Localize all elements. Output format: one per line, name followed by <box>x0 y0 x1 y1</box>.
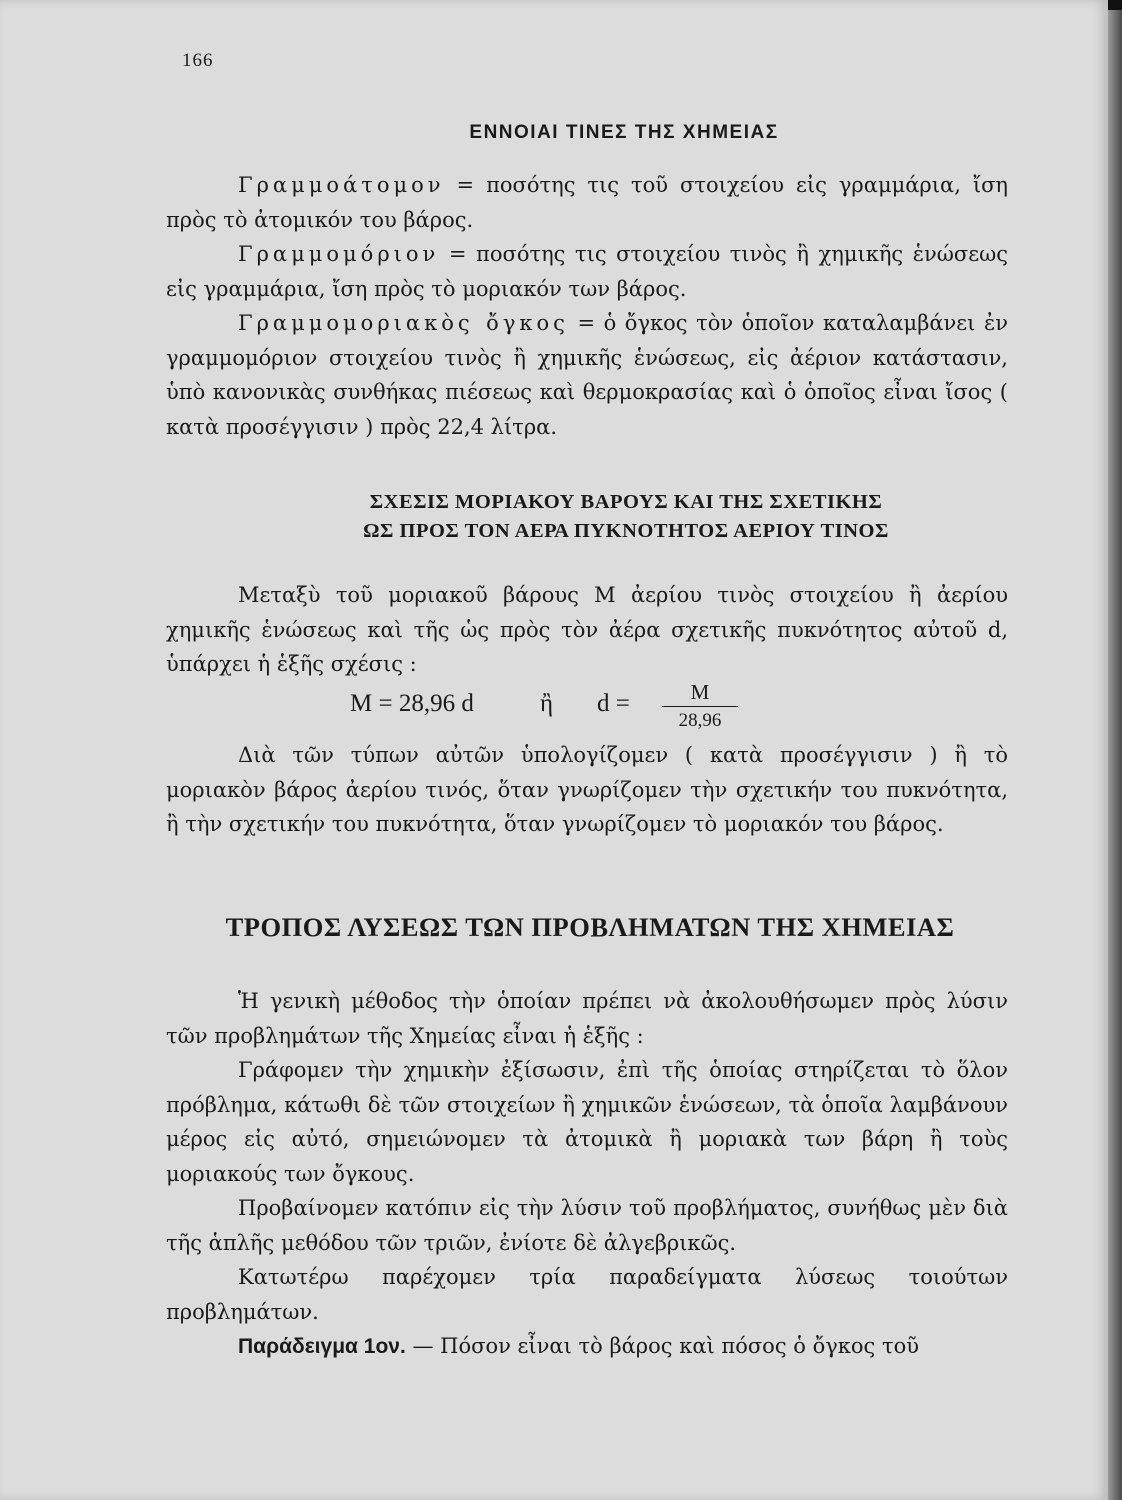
page-number: 166 <box>182 50 214 71</box>
definition-text: = ὁ ὄγκος τὸν ὁποῖον καταλαμβάνει ἐν γραμμομόριον στοιχείου τινὸς ἢ χημικῆς ἑνώσεως, εἰς ἀέριον κατάστασιν, ὑπὸ κανονικὰς συνθήκας πιέσεως καὶ θερμοκρασίας καὶ ὁ ὁποῖος εἶναι ἴσος ( κατὰ προσέγγισιν ) πρὸς 22,4 λίτρα. <box>166 311 1008 439</box>
definition-paragraph <box>166 168 1008 237</box>
method-paragraph: Κατωτέρω παρέχομεν τρία παραδείγματα λύσεως τοιούτων προβλημάτων. <box>166 1265 1008 1324</box>
section-heading-concepts: ΕΝΝΟΙΑΙ ΤΙΝΕΣ ΤΗΣ ΧΗΜΕΙΑΣ <box>469 122 779 143</box>
example-text: — Πόσον εἶναι τὸ βάρος καὶ πόσος ὁ ὄγκος τοῦ <box>405 1334 920 1358</box>
definition-term: Γραμμοάτομον <box>238 173 445 197</box>
example-label: Παράδειγμα 1ον. <box>238 1335 406 1358</box>
method-paragraph: Ἡ γενικὴ μέθοδος τὴν ὁποίαν πρέπει νὰ ἀκολουθήσωμεν πρὸς λύσιν τῶν προβλημάτων τῆς Χημείας εἶναι ἡ ἑξῆς : <box>166 989 1008 1048</box>
example-paragraph <box>166 1329 1008 1365</box>
definition-term: Γραμμομόριον <box>238 242 440 266</box>
method-block <box>166 984 1008 1365</box>
definition-text: = ποσότης τις τοῦ στοιχείου εἰς γραμμάρια, ἴση πρὸς τὸ ἀτομικόν του βάρος. <box>166 173 1008 232</box>
definition-text: = ποσότης τις στοιχείου τινὸς ἢ χημικῆς ἑνώσεως εἰς γραμμάρια, ἴση πρὸς τὸ μοριακόν των βάρος. <box>166 242 1008 301</box>
formula-or: ἢ <box>540 690 554 717</box>
formula-left: M = 28,96 d <box>350 690 474 717</box>
relation-intro-block <box>166 578 1008 682</box>
definitions-block <box>166 168 1008 444</box>
heading-line: ΩΣ ΠΡΟΣ ΤΟΝ ΑΕΡΑ ΠΥΚΝΟΤΗΤΟΣ ΑΕΡΙΟΥ ΤΙΝΟΣ <box>363 520 889 542</box>
heading-line: ΣΧΕΣΙΣ ΜΟΡΙΑΚΟΥ ΒΑΡΟΥΣ ΚΑΙ ΤΗΣ ΣΧΕΤΙΚΗΣ <box>369 491 883 513</box>
page-edge-shadow <box>1108 0 1122 1500</box>
fraction-denominator: 28,96 <box>678 710 722 731</box>
formula-fraction <box>662 680 738 733</box>
method-paragraph: Γράφομεν τὴν χημικὴν ἐξίσωσιν, ἐπὶ τῆς ὁποίας στηρίζεται τὸ ὅλον πρόβλημα, κάτωθι δὲ τῶν στοιχείων ἢ χημικῶν ἑνώσεων, τὰ ὁποῖα λαμβάνουν μέρος εἰς αὐτό, σημειώνομεν τὰ ἀτομικὰ ἢ μοριακὰ των βάρη ἢ τοὺς μοριακούς των ὄγκους. <box>166 1058 1008 1186</box>
method-paragraph: Προβαίνομεν κατόπιν εἰς τὴν λύσιν τοῦ προβλήματος, συνήθως μὲν διὰ τῆς ἁπλῆς μεθόδου τῶν τριῶν, ἐνίοτε δὲ ἀλγεβρικῶς. <box>166 1196 1008 1255</box>
relation-text: Διὰ τῶν τύπων αὐτῶν ὑπολογίζομεν ( κατὰ προσέγγισιν ) ἢ τὸ μοριακὸν βάρος ἀερίου τινός, ὅταν γνωρίζομεν τὴν σχετικήν του πυκνότητα, ἢ τὴν σχετικήν του πυκνότητα, ὅταν γνωρίζομεν τὸ μοριακόν του βάρος. <box>166 743 1008 836</box>
page-corner <box>1108 0 1122 10</box>
fraction-bar <box>662 706 738 707</box>
relation-text-block <box>166 738 1008 842</box>
definition-term: Γραμμομοριακὸς ὄγκος <box>238 311 569 335</box>
definition-paragraph <box>166 237 1008 306</box>
formula-right-lhs: d = <box>597 690 630 717</box>
fraction-numerator: M <box>690 680 710 704</box>
definition-paragraph <box>166 306 1008 444</box>
section-heading-relation <box>166 488 1086 546</box>
section-heading-method: ΤΡΟΠΟΣ ΛΥΣΕΩΣ ΤΩΝ ΠΡΟΒΛΗΜΑΤΩΝ ΤΗΣ ΧΗΜΕΙΑΣ <box>225 912 955 942</box>
relation-intro: Μεταξὺ τοῦ μοριακοῦ βάρους Μ ἀερίου τινὸς στοιχείου ἢ ἀερίου χημικῆς ἑνώσεως καὶ τῆς ὡς πρὸς τὸν ἀέρα σχετικῆς πυκνότητος αὐτοῦ d, ὑπάρχει ἡ ἑξῆς σχέσις : <box>166 583 1008 676</box>
